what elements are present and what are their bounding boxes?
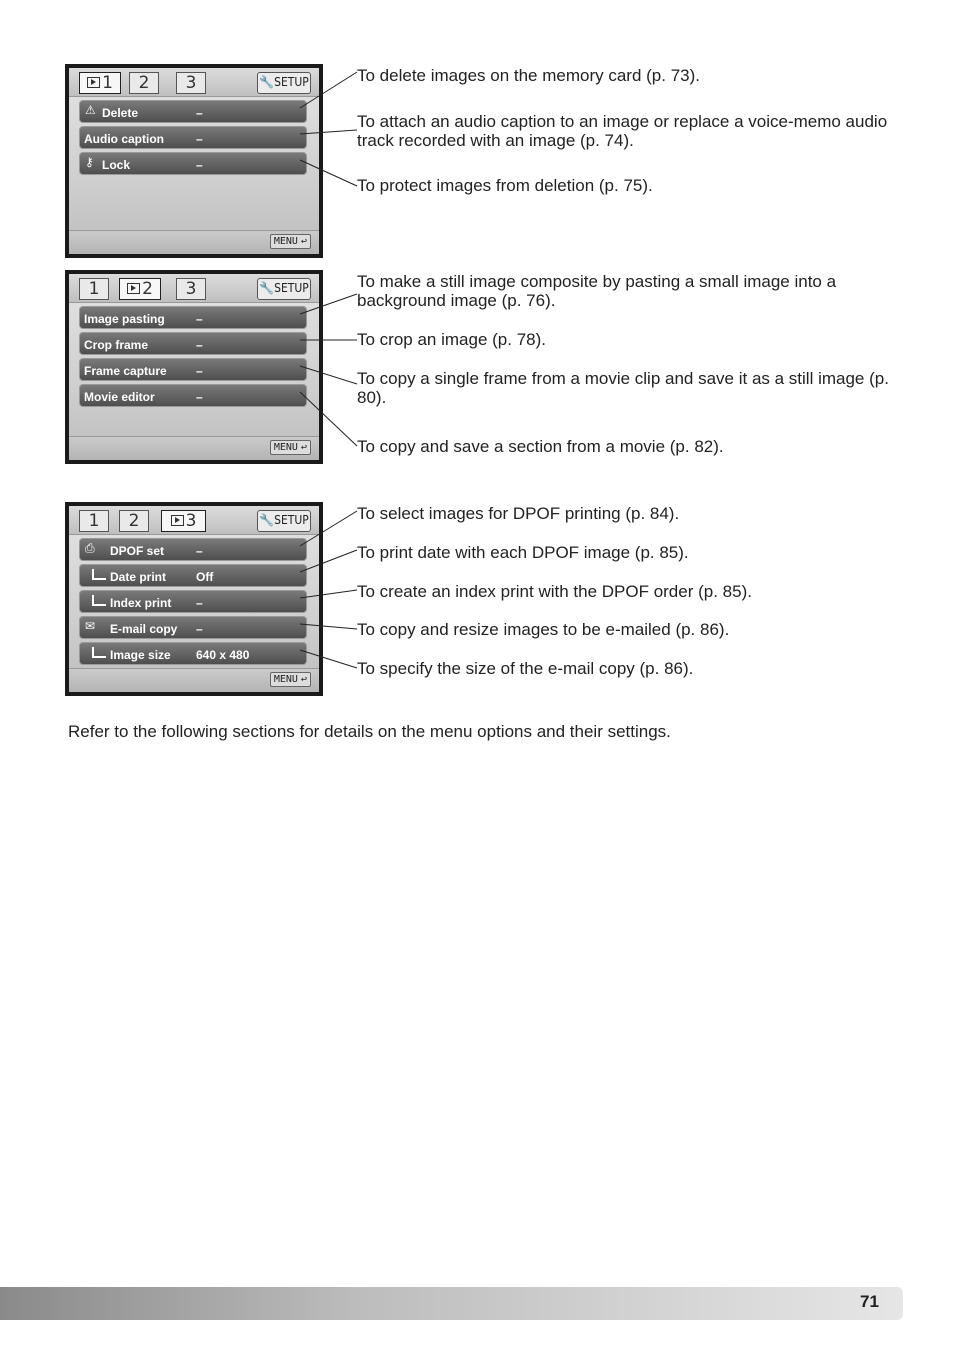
row-label: Lock [102, 158, 131, 172]
callout-line-index-print [300, 590, 357, 598]
tab-1[interactable]: 1 [79, 510, 109, 532]
row-value: – [196, 106, 203, 120]
warning-icon: ⚠ [85, 103, 96, 117]
return-icon: ↩ [300, 674, 307, 685]
setup-tab[interactable]: 🔧SETUP [257, 72, 311, 94]
callout-line-image-size [300, 650, 357, 668]
row-label: DPOF set [110, 544, 165, 558]
tab-2[interactable]: 2 [119, 278, 161, 300]
callout-line-frame-capture [300, 366, 357, 384]
callout-line-audio-caption [300, 130, 357, 134]
menu-button[interactable]: MENU ↩ [270, 440, 311, 455]
row-label: Image size [110, 648, 171, 662]
note-index-print: To create an index print with the DPOF order (p. 85). [357, 582, 752, 601]
tab-2[interactable]: 2 [129, 72, 159, 94]
callout-line-email-copy [300, 624, 357, 629]
callout-line-movie-editor [300, 392, 357, 446]
row-label: Frame capture [84, 364, 167, 378]
row-value: – [196, 338, 203, 352]
callout-line-dpof-set [300, 511, 357, 546]
note-date-print: To print date with each DPOF image (p. 85). [357, 543, 689, 562]
page-footer-bar [0, 1287, 903, 1320]
menu-button[interactable]: MENU ↩ [270, 234, 311, 249]
note-dpof-set: To select images for DPOF printing (p. 84). [357, 504, 680, 523]
tab-3[interactable]: 3 [161, 510, 206, 532]
setup-tab[interactable]: 🔧SETUP [257, 510, 311, 532]
callout-line-image-pasting [300, 294, 357, 314]
tab-1[interactable]: 1 [79, 72, 121, 94]
note-image-pasting: To make a still image composite by pasting a small image into a background image (p. 76). [357, 272, 837, 310]
row-value: – [196, 158, 203, 172]
note-email-copy: To copy and resize images to be e-mailed (p. 86). [357, 620, 730, 639]
row-label: E-mail copy [110, 622, 178, 636]
row-value: – [196, 364, 203, 378]
setup-tab[interactable]: 🔧SETUP [257, 278, 311, 300]
row-value: – [196, 312, 203, 326]
row-value: 640 x 480 [196, 648, 250, 662]
row-label: Crop frame [84, 338, 149, 352]
tab-3[interactable]: 3 [176, 278, 206, 300]
reference-text: Refer to the following sections for details on the menu options and their settings. [68, 722, 671, 741]
note-audio-caption: To attach an audio caption to an image or replace a voice-memo audio track recorded with an image (p. 74). [357, 112, 888, 150]
note-image-size: To specify the size of the e-mail copy (p. 86). [357, 659, 694, 678]
row-value: – [196, 132, 203, 146]
note-delete: To delete images on the memory card (p. 73). [357, 66, 700, 85]
row-value: Off [196, 570, 214, 584]
tab-2[interactable]: 2 [119, 510, 149, 532]
key-icon: ⚷ [85, 155, 94, 169]
row-label: Delete [102, 106, 139, 120]
row-value: – [196, 390, 203, 404]
page-number: 71 [860, 1292, 879, 1311]
row-value: – [196, 596, 203, 610]
row-value: – [196, 544, 203, 558]
envelope-icon: ✉ [85, 619, 96, 633]
row-label: Image pasting [84, 312, 165, 326]
row-label: Movie editor [84, 390, 155, 404]
wrench-icon: 🔧 [259, 513, 275, 527]
note-frame-capture: To copy a single frame from a movie clip and save it as a still image (p. 80). [357, 369, 889, 407]
printer-icon: ⎙ [85, 541, 95, 555]
row-label: Audio caption [84, 132, 164, 146]
menu-button[interactable]: MENU ↩ [270, 672, 311, 687]
wrench-icon: 🔧 [259, 281, 275, 295]
tab-3[interactable]: 3 [176, 72, 206, 94]
note-crop-frame: To crop an image (p. 78). [357, 330, 546, 349]
note-movie-editor: To copy and save a section from a movie (p. 82). [357, 437, 724, 456]
callout-line-delete [300, 72, 357, 108]
note-lock: To protect images from deletion (p. 75). [357, 176, 653, 195]
callout-line-date-print [300, 550, 357, 572]
callout-line-lock [300, 160, 357, 186]
return-icon: ↩ [300, 236, 307, 247]
return-icon: ↩ [300, 442, 307, 453]
wrench-icon: 🔧 [259, 75, 275, 89]
tab-1[interactable]: 1 [79, 278, 109, 300]
row-label: Index print [110, 596, 172, 610]
row-label: Date print [110, 570, 167, 584]
row-value: – [196, 622, 203, 636]
